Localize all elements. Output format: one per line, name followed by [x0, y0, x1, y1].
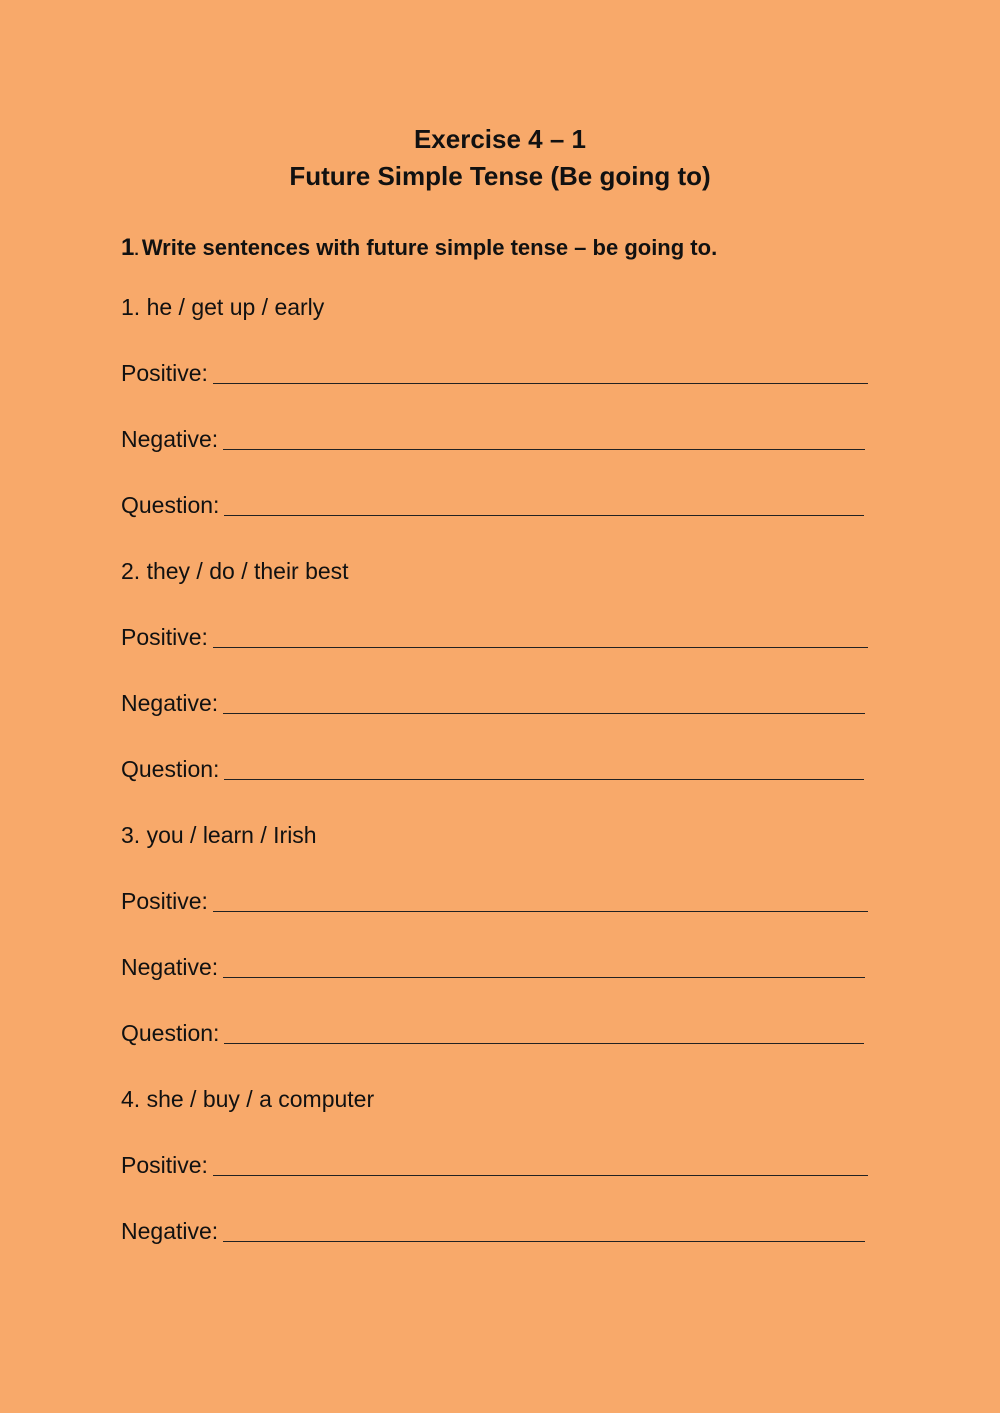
answer-row-positive: [121, 885, 868, 915]
answer-row-positive: [121, 1149, 868, 1179]
question-label: Question:: [121, 756, 220, 782]
answer-row-negative: [121, 951, 865, 981]
exercise-prompt: 2. they / do / their best: [121, 558, 349, 584]
positive-label: Positive:: [121, 624, 208, 650]
exercise-prompt: 4. she / buy / a computer: [121, 1086, 375, 1112]
positive-label: Positive:: [121, 360, 208, 386]
negative-answer-field[interactable]: [223, 421, 865, 450]
question-label: Question:: [121, 492, 220, 518]
answer-row-negative: [121, 687, 865, 717]
question-answer-field[interactable]: [224, 1015, 864, 1044]
negative-answer-field[interactable]: [223, 685, 865, 714]
question-label: Question:: [121, 1020, 220, 1046]
positive-answer-field[interactable]: [213, 355, 868, 384]
positive-answer-field[interactable]: [213, 619, 868, 648]
question-answer-field[interactable]: [224, 751, 864, 780]
positive-label: Positive:: [121, 888, 208, 914]
answer-row-question: [121, 753, 864, 783]
instruction-separator: .: [134, 242, 139, 259]
negative-label: Negative:: [121, 426, 219, 452]
positive-answer-field[interactable]: [213, 883, 868, 912]
instruction: [121, 234, 717, 265]
positive-answer-field[interactable]: [213, 1147, 868, 1176]
page-subtitle: Future Simple Tense (Be going to): [289, 161, 711, 191]
negative-answer-field[interactable]: [223, 949, 865, 978]
answer-row-question: [121, 489, 864, 519]
negative-label: Negative:: [121, 690, 219, 716]
exercise-prompt: 1. he / get up / early: [121, 294, 325, 320]
instruction-number: 1: [121, 234, 135, 261]
negative-label: Negative:: [121, 1218, 219, 1244]
page-title: Exercise 4 – 1: [413, 124, 587, 154]
question-answer-field[interactable]: [224, 487, 864, 516]
instruction-text: Write sentences with future simple tense – be going to.: [141, 235, 718, 260]
positive-label: Positive:: [121, 1152, 208, 1178]
answer-row-question: [121, 1017, 864, 1047]
negative-label: Negative:: [121, 954, 219, 980]
answer-row-positive: [121, 621, 868, 651]
negative-answer-field[interactable]: [223, 1213, 865, 1242]
answer-row-negative: [121, 423, 865, 453]
exercise-prompt: 3. you / learn / Irish: [121, 822, 317, 848]
answer-row-positive: [121, 357, 868, 387]
answer-row-negative: [121, 1215, 865, 1245]
